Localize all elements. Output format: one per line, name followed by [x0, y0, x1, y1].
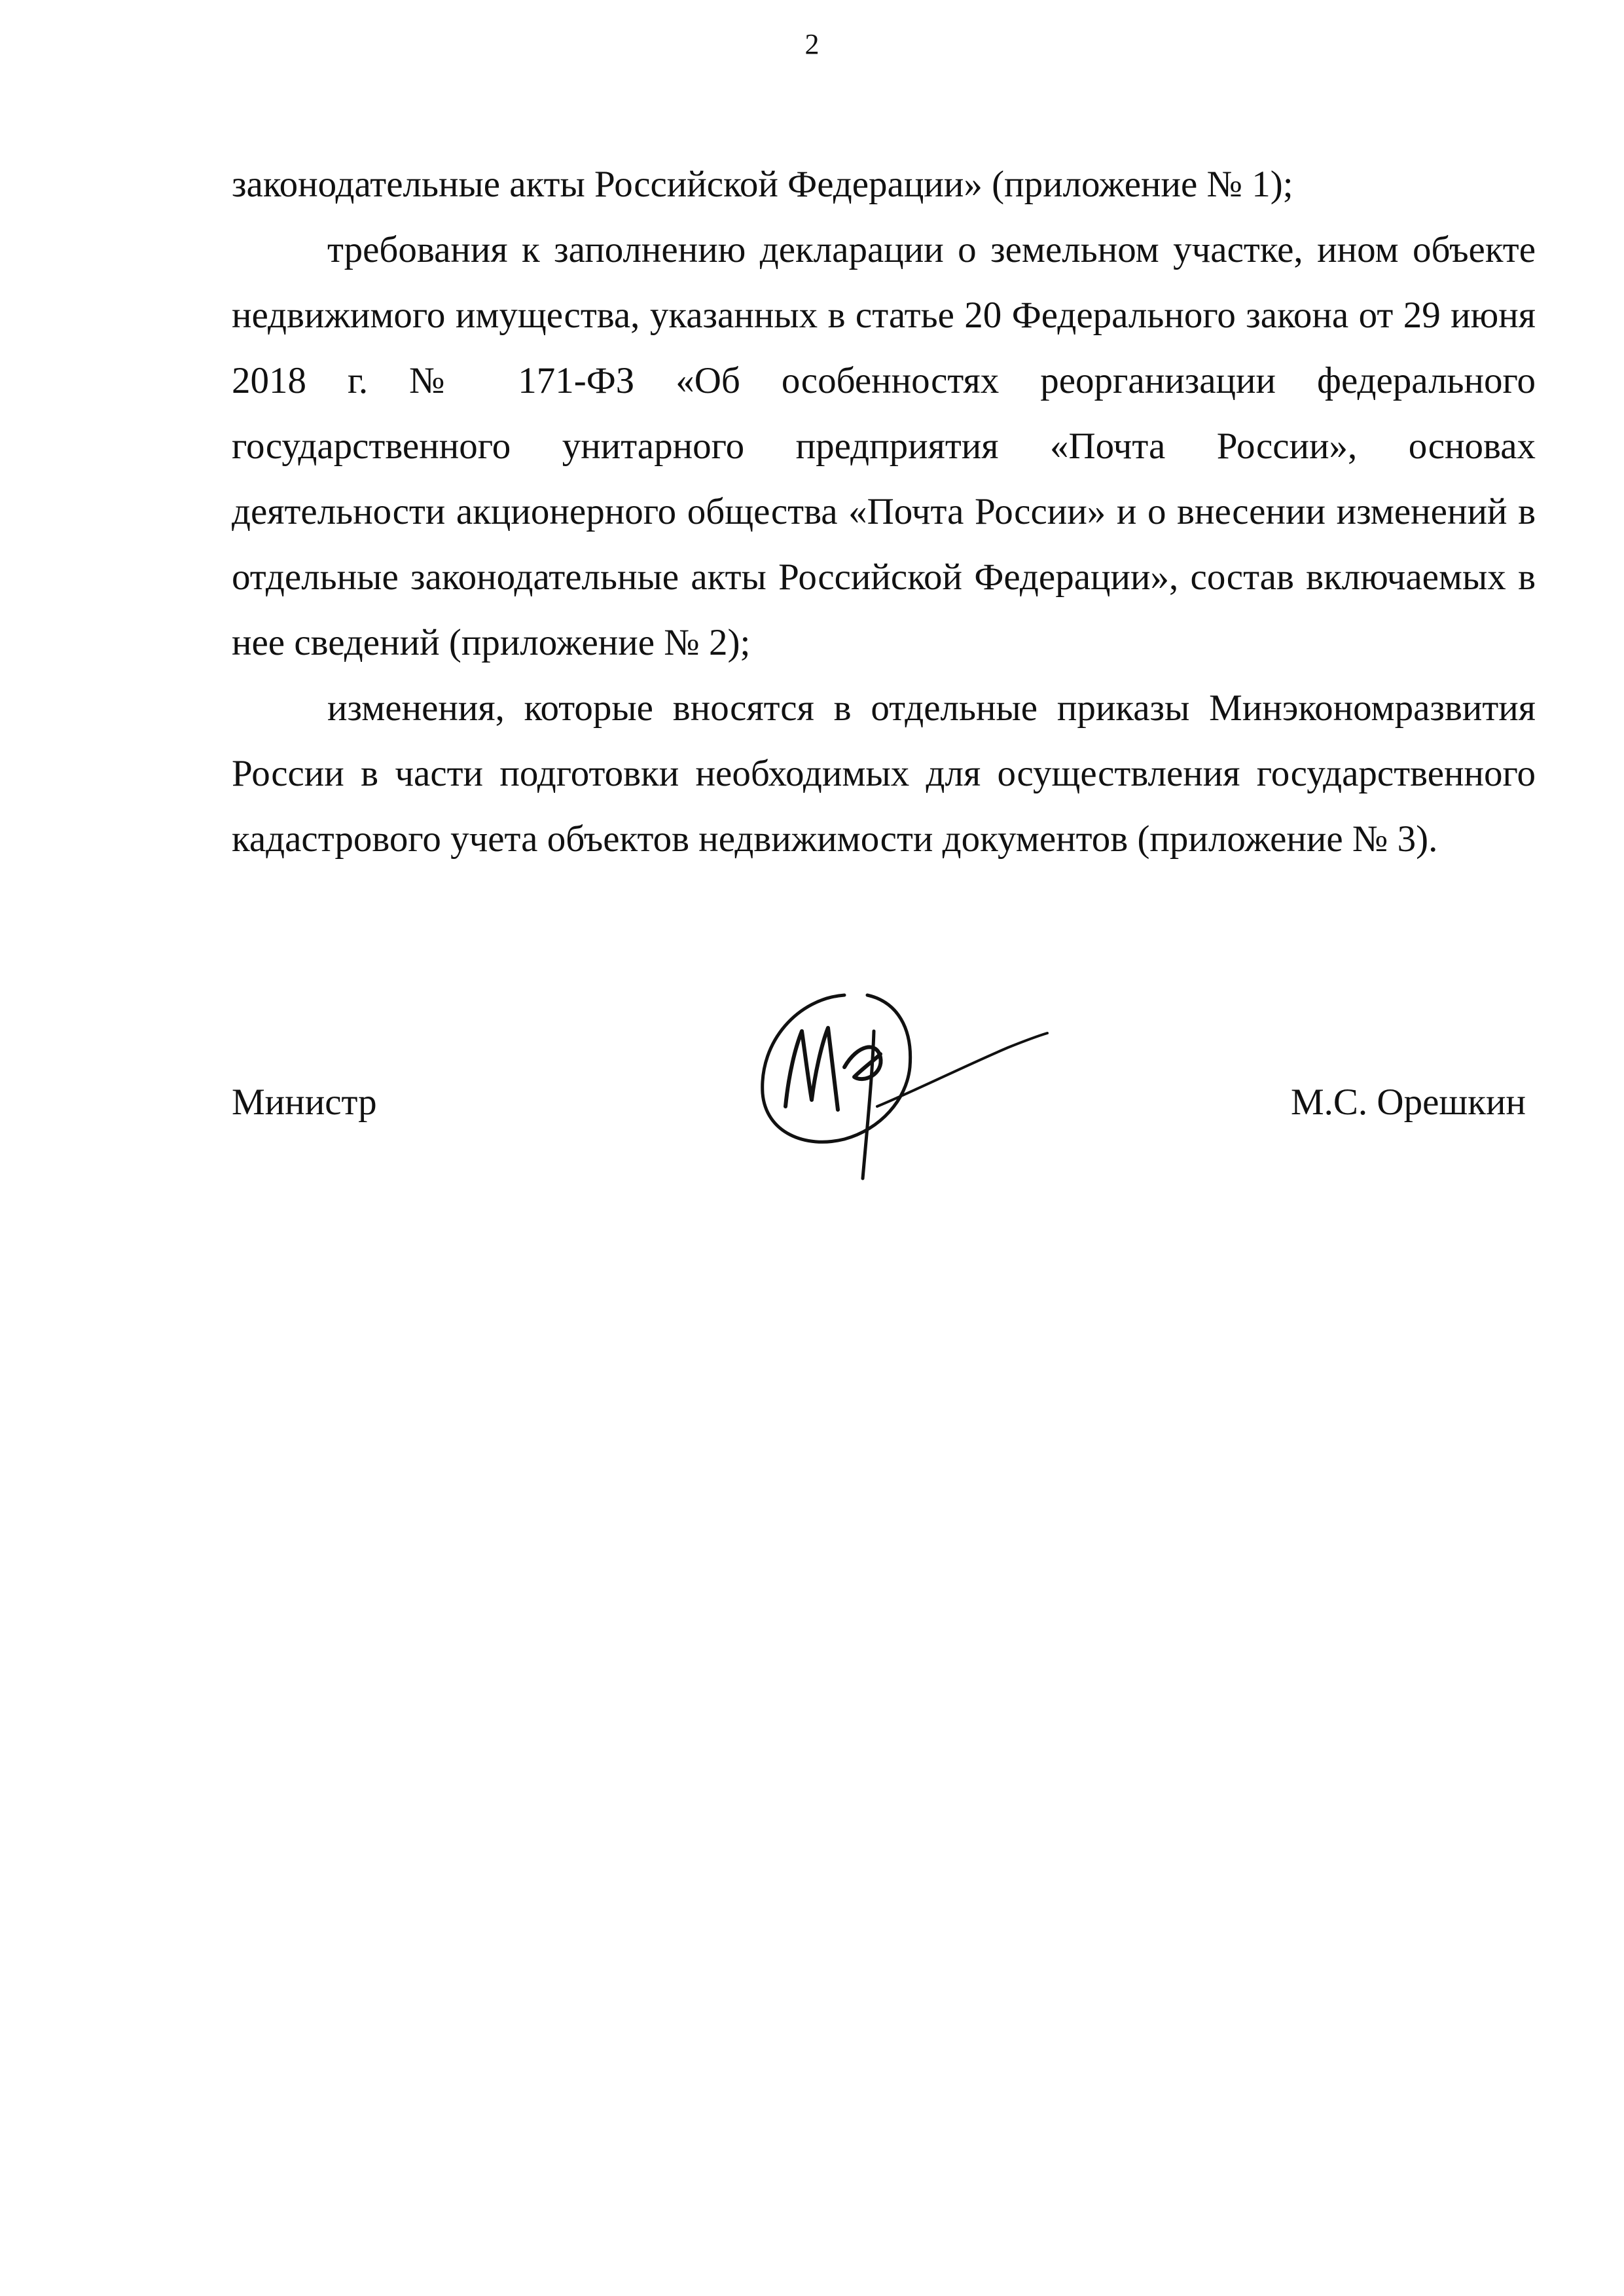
signatory-title: Министр [232, 1082, 377, 1123]
signature-letter-stroke-2 [844, 1047, 881, 1079]
page-number: 2 [804, 28, 820, 60]
handwritten-signature [746, 969, 1060, 1205]
paragraph-declaration-requirements: требования к заполнению декларации о земельном участке, ином объекте недвижимого имущества, указанных в статье 20 Федерального закона от 29 июня 2018 г. № 171-ФЗ «Об особенностях реорганизации федерального государственного унитарного предприятия «Почта России», основах деятельности акционерного общества «Почта России» и о внесении изменений в отдельные законодательные акты Российской Федерации», состав включаемых в нее сведений (приложение № 2); [232, 229, 1536, 663]
signature-block [0, 969, 1624, 1205]
signatory-name: М.С. Орешкин [1290, 1082, 1526, 1123]
document-body [232, 152, 1536, 872]
signature-letter-stroke [785, 1028, 838, 1110]
signature-loop-stroke [763, 995, 911, 1142]
paragraph-continuation: законодательные акты Российской Федерации» (приложение № 1); [232, 164, 1293, 205]
signature-descender-stroke [863, 1031, 874, 1178]
paragraph-order-changes: изменения, которые вносятся в отдельные приказы Минэкономразвития России в части подготовки необходимых для осуществления государственного кадастрового учета объектов недвижимости документов (приложение № 3). [232, 687, 1536, 860]
signature-tail-stroke [877, 1033, 1047, 1106]
